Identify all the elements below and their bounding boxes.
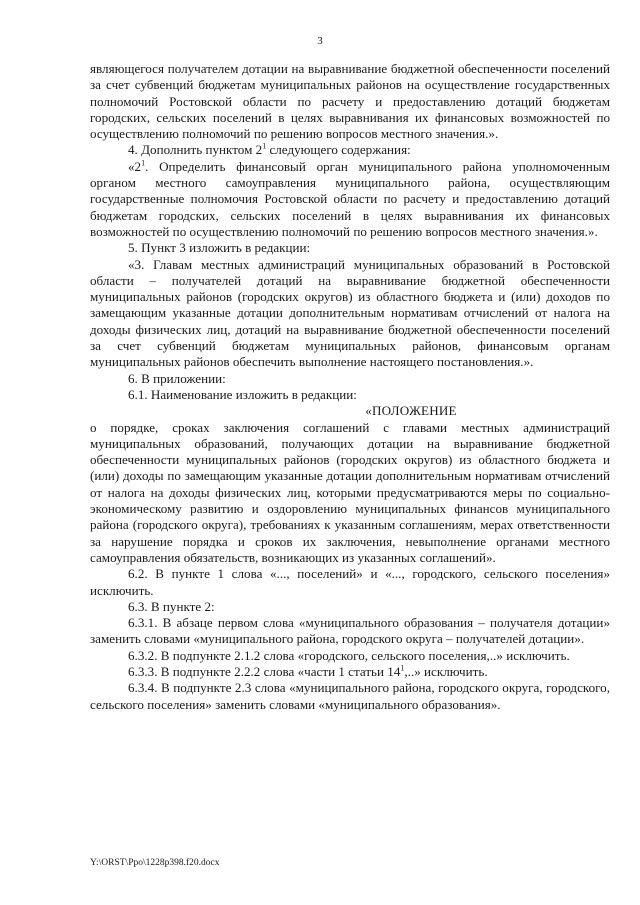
paragraph-item-6: 6. В приложении: [128,370,226,386]
document-body [90,61,610,713]
paragraph-item-6-1: 6.1. Наименование изложить в редакции: [128,386,357,402]
paragraph-item-4: 4. Дополнить пунктом $2^1$ следующего содержания: [128,142,411,158]
paragraph-item-6-3-1: 6.3.1. В абзаце первом слова «муниципального образования – получателя дотации» заменить словами «муниципального района, городского округа – получателей дотации». [90,615,610,647]
page-number: 3 [317,35,323,47]
heading-polozhenie: «ПОЛОЖЕНИЕ [365,403,457,419]
paragraph-item-6-3-3: 6.3.3. В подпункте 2.2.2 слова «части 1 статьи $14^1$,..» исключить. [128,663,488,679]
paragraph-item-2-1: «$2^1$. Определить финансовый орган муниципального района уполномоченным органом местного самоуправления муниципального района, осуществляющим государственные полномочия Ростовской области по расчету и предоставлению дотаций бюджетам городских, сельских поселений в целях выравнивания их финансовых возможностей по осуществлению полномочий по решению вопросов местного значения.». [90,158,610,239]
file-path-footer: Y:\ORST\Ppo\1228p398.f20.docx [90,858,220,868]
paragraph-item-6-3-2: 6.3.2. В подпункте 2.1.2 слова «городского, сельского поселения,..» исключить. [128,647,570,663]
paragraph-polozhenie-title: о порядке, сроках заключения соглашений с главами местных администраций муниципальных образований, получающих дотации на выравнивание бюджетной обеспеченности муниципальных районов (городских округов) из областного бюджета и (или) доходы по замещающим указанные дотации дополнительным нормативам отчислений от налога на доходы физических лиц, которыми предусматриваются меры по социально-экономическому развитию и оздоровлению муниципальных финансов муниципального района (городского округа), требованиях к указанным соглашениям, мерах ответственности за нарушение порядка и сроков их заключения, невыполнение органами местного самоуправления обязательств, возникающих из указанных соглашений». [90,419,610,565]
paragraph-item-6-3: 6.3. В пункте 2: [128,598,215,614]
paragraph-continuation: являющегося получателем дотации на выравнивание бюджетной обеспеченности поселений за счет субвенций бюджетам муниципальных районов на осуществление государственных полномочий Ростовской области по расчету и предоставлению дотаций бюджетам городских, сельских поселений в целях выравнивания их финансовых возможностей по осуществлению полномочий по решению вопросов местного значения.». [90,61,610,142]
paragraph-item-5: 5. Пункт 3 изложить в редакции: [128,240,311,256]
paragraph-item-6-3-4: 6.3.4. В подпункте 2.3 слова «муниципального района, городского округа, городского, сельского поселения» заменить словами «муниципального образования». [90,680,610,712]
paragraph-item-3-text: «3. Главам местных администраций муниципальных образований в Ростовской области – получателей дотаций на выравнивание бюджетной обеспеченности муниципальных районов (городских округов) из областного бюджета и (или) доходов по замещающим указанные дотации дополнительным нормативам отчислений от налога на доходы физических лиц, дотаций на выравнивание бюджетной обеспеченности поселений за счет субвенций бюджетам муниципальных районов, финансовым органам муниципальных районов обеспечить выполнение настоящего постановления.». [90,256,610,370]
paragraph-item-6-2: 6.2. В пункте 1 слова «..., поселений» и «..., городского, сельского поселения» исключить. [90,566,610,598]
